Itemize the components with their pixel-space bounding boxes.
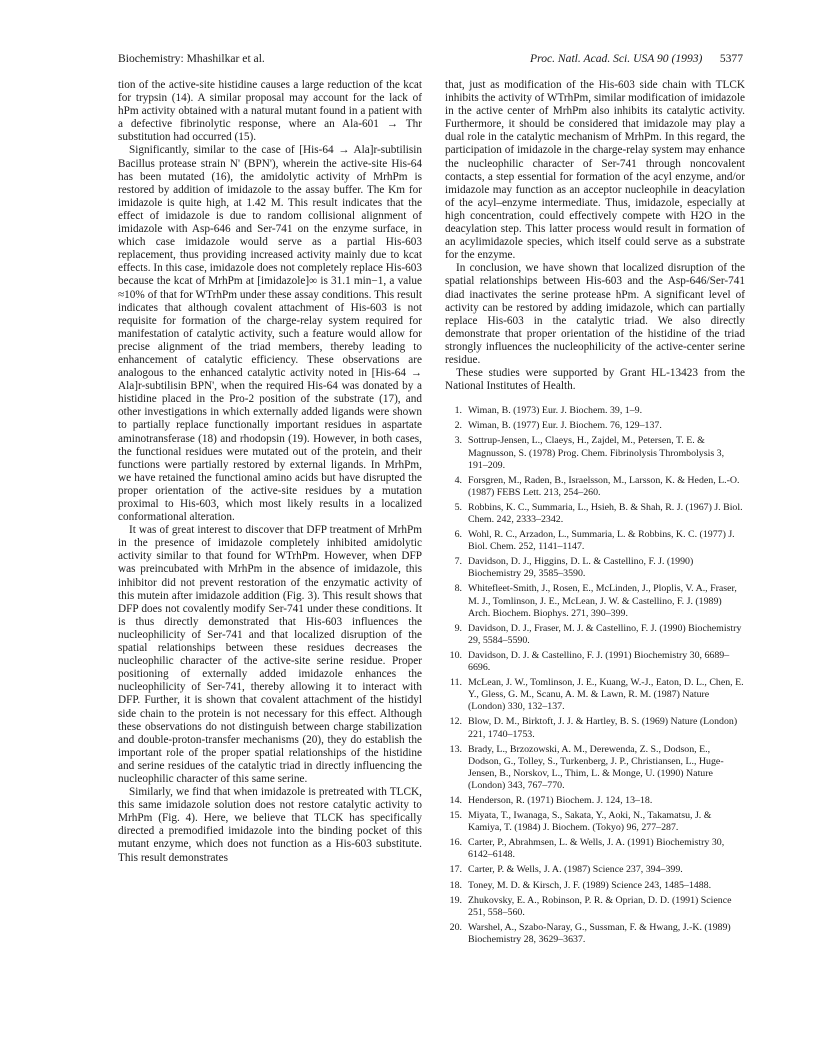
reference-item: [445, 475, 745, 499]
reference-number: 20.: [449, 921, 462, 933]
reference-item: [445, 556, 745, 580]
reference-item: [445, 435, 745, 471]
reference-text: Wohl, R. C., Arzadon, L., Summaria, L. & Robbins, K. C. (1977) J. Biol. Chem. 252, 1141–1147.: [468, 529, 735, 553]
reference-text: Davidson, D. J., Fraser, M. J. & Castellino, F. J. (1990) Biochemistry 29, 5584–5590.: [468, 622, 742, 646]
reference-number: 8.: [454, 583, 462, 595]
reference-item: [445, 922, 745, 946]
reference-item: [445, 837, 745, 861]
acknowledgment: These studies were supported by Grant HL-13423 from the National Institutes of Health.: [445, 367, 745, 393]
reference-item: [445, 895, 745, 919]
reference-text: Wiman, B. (1973) Eur. J. Biochem. 39, 1–9.: [468, 405, 643, 417]
reference-text: McLean, J. W., Tomlinson, J. E., Kuang, W.-J., Eaton, D. L., Chen, E. Y., Gless, G. M., Scanu, A. M. & Lawn, R. M. (1987) Nature (London) 330, 132–137.: [468, 677, 744, 713]
reference-text: Miyata, T., Iwanaga, S., Sakata, Y., Aoki, N., Takamatsu, J. & Kamiya, T. (1984) J. Biochem. (Tokyo) 96, 277–287.: [468, 810, 712, 834]
reference-item: [445, 623, 745, 647]
reference-text: Sottrup-Jensen, L., Claeys, H., Zajdel, M., Petersen, T. E. & Magnusson, S. (1978) Prog. Chem. Fibrinolysis Thrombolysis 3, 191–209.: [468, 435, 725, 471]
reference-item: [445, 716, 745, 740]
paragraph: Significantly, similar to the case of [His-64 → Ala]r-subtilisin Bacillus protease strain N' (BPN'), wherein the active-site His-64 has been mutated (16), the amidolytic activity of MrhPm is restored by addition of imidazole to the assay buffer. The Km for imidazole is quite high, at 1.42 M. This result indicates that the effect of imidazole is due to random collisional alignment of imidazole with Asp-646 and Ser-741 on the enzyme surface, in which case imidazole would serve as a partial His-603 replacement, thus providing increased activity mainly due to kcat effects. In this case, imidazole does not completely replace His-603 because the kcat of MrhPm at [imidazole]∞ is 31.1 min−1, a value ≈10% of that for WTrhPm under these assay conditions. This result indicates that although covalent attachment of His-603 is not requisite for formation of the charge-relay system required for manifestation of catalytic activity, such a feature would allow for precise alignment of the triad members, thereby leading to enhancement of catalytic efficiency. These observations are analogous to the enhanced catalytic activity noted in [His-64 → Ala]r-subtilisin BPN', when the required His-64 was donated by a histidine placed in the Pro-2 position of the substrate (17), and other investigations in which externally added ligands were shown to partially replace functionally important residues in aspartate aminotransferase (18) and rhodopsin (19). However, in both cases, the functional residues were mutated out of the protein, and their functions were partially restored by external ligands. In MrhPm, we have retained the functional amino acids but have disrupted the proper orientation of the active-site residues by a mutation proximal to His-603, which most likely results in a localized conformational alteration.: [118, 144, 422, 524]
reference-text: Wiman, B. (1977) Eur. J. Biochem. 76, 129–137.: [468, 420, 662, 432]
reference-number: 2.: [454, 420, 462, 432]
reference-number: 6.: [454, 529, 462, 541]
reference-text: Toney, M. D. & Kirsch, J. F. (1989) Science 243, 1485–1488.: [468, 879, 712, 891]
reference-item: [445, 744, 745, 792]
reference-text: Carter, P. & Wells, J. A. (1987) Science 237, 394–399.: [468, 864, 683, 876]
reference-number: 4.: [454, 474, 462, 486]
right-column: [445, 79, 745, 949]
reference-item: [445, 420, 745, 432]
reference-text: Warshel, A., Szabo-Naray, G., Sussman, F. & Hwang, J.-K. (1989) Biochemistry 28, 3629–3637.: [468, 921, 731, 945]
paragraph: In conclusion, we have shown that localized disruption of the spatial relationships between His-603 and the Asp-646/Ser-741 diad inactivates the serine protease hPm. A significant level of activity can be restored by adding imidazole, which can partially replace His-603 in the catalytic triad. We also directly demonstrate that proper orientation of the histidine of the triad strongly influences the nucleophilicity of the active-center serine residue.: [445, 262, 745, 366]
reference-item: [445, 583, 745, 619]
reference-number: 10.: [449, 649, 462, 661]
reference-number: 16.: [449, 837, 462, 849]
reference-text: Whitefleet-Smith, J., Rosen, E., McLinden, J., Ploplis, V. A., Fraser, M. J., Tomlinson, J. E., McLean, J. W. & Castellino, F. J. (1989) Arch. Biochem. Biophys. 271, 390–399.: [468, 583, 737, 619]
reference-number: 9.: [454, 622, 462, 634]
reference-number: 18.: [449, 879, 462, 891]
paragraph: that, just as modification of the His-603 side chain with TLCK inhibits the activity of WTrhPm, similar modification of imidazole in the active center of MrhPm also inhibits its catalytic activity. Furthermore, it should be considered that imidazole may play a dual role in the catalytic mechanism of MrhPm. In this regard, the participation of imidazole in the charge-relay system may enhance the nucleophilic character of Ser-741 through noncovalent contacts, a step essential for formation of the acyl enzyme, and/or imidazole may function as an acceptor nucleophile in deacylation of the acyl–enzyme intermediate. Thus, imidazole, especially at high concentration, could effectively compete with H2O in the deacylation step. This latter process would result in formation of an acylimidazole species, which itself could serve as a substrate for the enzyme.: [445, 79, 745, 262]
reference-number: 13.: [449, 743, 462, 755]
reference-number: 5.: [454, 501, 462, 513]
running-header: [118, 52, 743, 70]
reference-text: Blow, D. M., Birktoft, J. J. & Hartley, B. S. (1969) Nature (London) 221, 1740–1753.: [468, 716, 738, 740]
reference-item: [445, 795, 745, 807]
page-number: 5377: [719, 52, 743, 65]
header-authors: Biochemistry: Mhashilkar et al.: [118, 52, 265, 65]
paragraph: Similarly, we find that when imidazole is pretreated with TLCK, this same imidazole solution does not restore catalytic activity to MrhPm (Fig. 4). Here, we believe that TLCK has specifically directed a premodified imidazole into the binding pocket of this mutant enzyme, which does not function as a His-603 substitute. This result demonstrates: [118, 786, 422, 864]
reference-number: 12.: [449, 716, 462, 728]
reference-item: [445, 880, 745, 892]
reference-number: 19.: [449, 894, 462, 906]
reference-number: 17.: [449, 864, 462, 876]
left-column: [118, 79, 422, 865]
reference-item: [445, 405, 745, 417]
reference-number: 1.: [454, 405, 462, 417]
reference-text: Robbins, K. C., Summaria, L., Hsieh, B. & Shah, R. J. (1967) J. Biol. Chem. 242, 2333–2342.: [468, 501, 743, 525]
reference-number: 7.: [454, 556, 462, 568]
reference-text: Forsgren, M., Raden, B., Israelsson, M., Larsson, K. & Heden, L.-O. (1987) FEBS Lett. 213, 254–260.: [468, 474, 740, 498]
header-journal: Proc. Natl. Acad. Sci. USA 90 (1993): [530, 52, 703, 65]
reference-item: [445, 650, 745, 674]
reference-text: Henderson, R. (1971) Biochem. J. 124, 13–18.: [468, 794, 653, 806]
header-journal-info: [530, 52, 743, 65]
reference-number: 14.: [449, 794, 462, 806]
reference-item: [445, 502, 745, 526]
reference-text: Carter, P., Abrahmsen, L. & Wells, J. A. (1991) Biochemistry 30, 6142–6148.: [468, 837, 725, 861]
paragraph: It was of great interest to discover that DFP treatment of MrhPm in the presence of imidazole completely inhibited amidolytic activity similar to that found for WTrhPm. However, when DFP was preincubated with MrhPm in the absence of imidazole, this inhibitor did not prevent restoration of the enzymatic activity of this mutein after imidazole addition (Fig. 3). This result shows that DFP does not covalently modify Ser-741 under these conditions. It is thus directly demonstrated that His-603 influences the nucleophilicity of Ser-741 and that localized disruption of the spatial relationships between these residues decreases the nucleophilic character of the active-site serine residue. Proper positioning of externally added imidazole enhances the nucleophilicity of Ser-741, thereby allowing it to interact with DFP. Further, it is shown that covalent attachment of the histidyl side chain to the protein is not necessary for this effect. Although these observations do not distinguish between charge stabilization and double-proton-transfer mechanisms (20), they do establish the important role of the proper spatial relationships of the histidine and serine residues of the catalytic triad in directly influencing the nucleophilic character of this same serine.: [118, 524, 422, 785]
reference-text: Brady, L., Brzozowski, A. M., Derewenda, Z. S., Dodson, E., Dodson, G., Tolley, S., Turkenberg, J. P., Christiansen, L., Huge-Jensen, B., Norskov, L., Thim, L. & Monge, U. (1990) Nature (London) 343, 767–770.: [468, 743, 724, 791]
reference-item: [445, 810, 745, 834]
reference-text: Davidson, D. J., Higgins, D. L. & Castellino, F. J. (1990) Biochemistry 29, 3585–3590.: [468, 556, 694, 580]
reference-list: [445, 405, 745, 946]
reference-item: [445, 864, 745, 876]
reference-number: 15.: [449, 810, 462, 822]
reference-number: 3.: [454, 435, 462, 447]
reference-text: Zhukovsky, E. A., Robinson, P. R. & Oprian, D. D. (1991) Science 251, 558–560.: [468, 894, 732, 918]
paragraph: tion of the active-site histidine causes a large reduction of the kcat for trypsin (14). A similar proposal may account for the lack of hPm activity obtained with a natural mutant found in a patient with a defective fibrinolytic response, where an Ala-601 → Thr substitution had occurred (15).: [118, 79, 422, 144]
reference-item: [445, 529, 745, 553]
reference-text: Davidson, D. J. & Castellino, F. J. (1991) Biochemistry 30, 6689–6696.: [468, 649, 730, 674]
reference-number: 11.: [450, 677, 462, 689]
reference-item: [445, 677, 745, 713]
